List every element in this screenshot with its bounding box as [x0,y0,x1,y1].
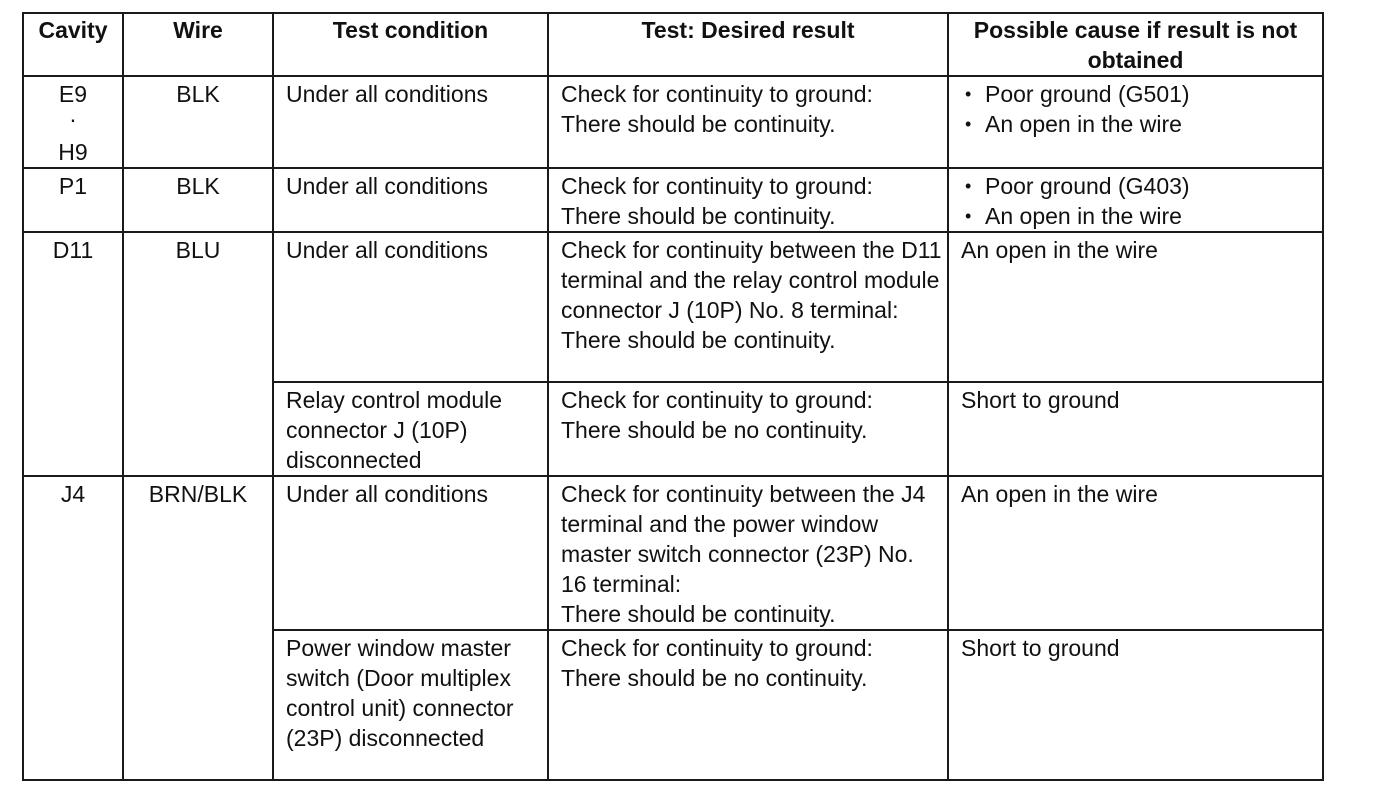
result-expect-text: There should be no continuity. [561,665,868,691]
cause-cell [948,76,1323,168]
condition-cell: Under all conditions [273,76,548,168]
table-row [23,232,1323,382]
cause-cell: An open in the wire [948,476,1323,630]
result-cell [548,76,948,168]
cause-item: • Poor ground (G501) [961,79,1318,109]
cause-item: • An open in the wire [961,109,1318,139]
circuit-test-table [22,12,1324,781]
result-cell [548,382,948,476]
result-expect-text: There should be continuity. [561,203,836,229]
cavity-separator: · [69,106,77,132]
condition-cell: Under all conditions [273,232,548,382]
cause-cell: Short to ground [948,382,1323,476]
cause-cell: Short to ground [948,630,1323,780]
wire-cell: BLU [123,232,273,476]
cause-list [961,79,1318,139]
cavity-label: E9 [58,81,88,107]
wire-cell: BLK [123,168,273,232]
header-test-condition: Test condition [273,13,548,76]
result-cell [548,630,948,780]
result-expect-text: There should be continuity. [561,111,836,137]
result-check-text: Check for continuity between the D11 terminal and the relay control module connector J (10P) No. 8 terminal: [561,237,942,323]
result-cell [548,476,948,630]
wire-cell: BLK [123,76,273,168]
result-cell [548,232,948,382]
condition-cell: Under all conditions [273,168,548,232]
result-check-text: Check for continuity to ground: [561,635,873,661]
cavity-label: H9 [58,139,88,165]
header-desired-result: Test: Desired result [548,13,948,76]
cavity-cell: D11 [23,232,123,476]
condition-cell: Under all conditions [273,476,548,630]
result-expect-text: There should be no continuity. [561,417,868,443]
result-check-text: Check for continuity to ground: [561,173,873,199]
result-cell [548,168,948,232]
condition-cell: Power window master switch (Door multiplex control unit) connector (23P) disconnected [273,630,548,780]
header-wire: Wire [123,13,273,76]
cause-cell [948,168,1323,232]
cause-item: • An open in the wire [961,201,1318,231]
header-possible-cause: Possible cause if result is not obtained [948,13,1323,76]
cause-item: • Poor ground (G403) [961,171,1318,201]
header-cavity: Cavity [23,13,123,76]
cavity-cell: J4 [23,476,123,780]
result-expect-text: There should be continuity. [561,601,836,627]
condition-cell: Relay control module connector J (10P) disconnected [273,382,548,476]
cavity-cell [23,76,123,168]
result-check-text: Check for continuity to ground: [561,81,873,107]
table-row [23,76,1323,168]
table-row [23,476,1323,630]
wire-cell: BRN/BLK [123,476,273,780]
cause-cell: An open in the wire [948,232,1323,382]
header-row [23,13,1323,76]
cavity-cell: P1 [23,168,123,232]
result-expect-text: There should be continuity. [561,327,836,353]
cause-list [961,171,1318,231]
table-row [23,168,1323,232]
result-check-text: Check for continuity between the J4 terminal and the power window master switch connector (23P) No. 16 terminal: [561,481,926,597]
result-check-text: Check for continuity to ground: [561,387,873,413]
